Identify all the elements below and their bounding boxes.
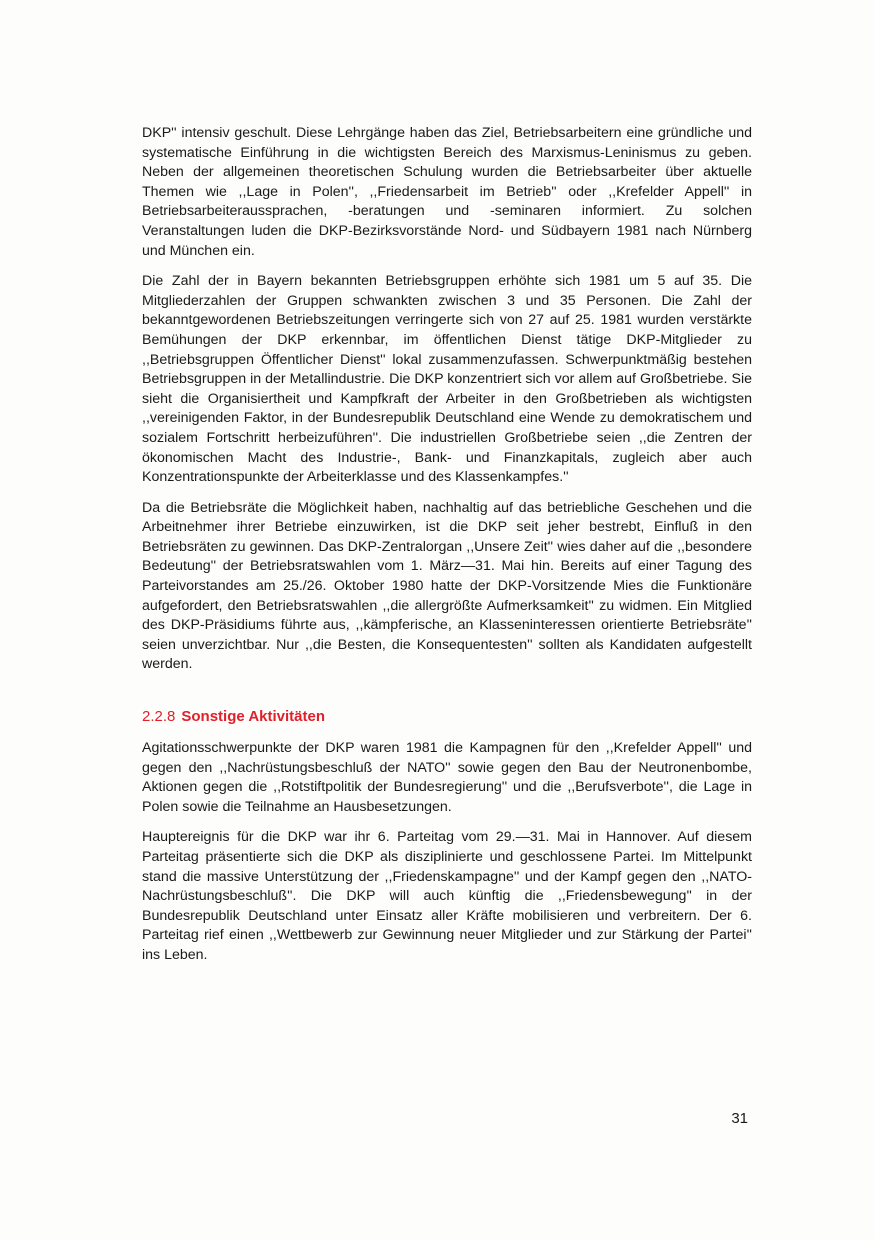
page-number: 31 (731, 1110, 748, 1127)
paragraph-5: Hauptereignis für die DKP war ihr 6. Parteitag vom 29.—31. Mai in Hannover. Auf diesem Parteitag präsentierte sich die DKP als disziplinierte und geschlossene Partei. Im Mittelpunkt stand die massive Unterstützung der ,,Friedenskampagne'' und der Kampf gegen den ,,NATO-Nachrüstungsbeschluß''. Die DKP will auch künftig die ,,Friedensbewegung'' in der Bundesrepublik Deutschland unter Einsatz aller Kräfte mobilisieren und verbreitern. Der 6. Parteitag rief einen ,,Wettbewerb zur Gewinnung neuer Mitglieder und zur Stärkung der Partei'' ins Leben. (142, 829, 752, 963)
paragraph-3: Da die Betriebsräte die Möglichkeit haben, nachhaltig auf das betriebliche Geschehen und die Arbeitnehmer ihrer Betriebe einzuwirken, ist die DKP seit jeher bestrebt, Einfluß in den Betriebsräten zu gewinnen. Das DKP-Zentralorgan ,,Unsere Zeit'' wies daher auf die ,,besondere Bedeutung'' der Betriebsratswahlen vom 1. März—31. Mai hin. Bereits auf einer Tagung des Parteivorstandes am 25./26. Oktober 1980 hatte der DKP-Vorsitzende Mies die Funktionäre aufgefordert, den Betriebsratswahlen ,,die allergrößte Aufmerksamkeit'' zu widmen. Ein Mitglied des DKP-Präsidiums führte aus, ,,kämpferische, an Klasseninteressen orientierte Betriebsräte'' seien unverzichtbar. Nur ,,die Besten, die Konsequentesten'' sollten als Kandidaten aufgestellt werden. (142, 499, 752, 673)
page-body (142, 124, 752, 966)
section-title: Sonstige Aktivitäten (181, 708, 326, 726)
paragraph-1: DKP'' intensiv geschult. Diese Lehrgänge haben das Ziel, Betriebsarbeitern eine gründliche und systematische Einführung in die wichtigsten Bereich des Marxismus-Leninismus zu geben. Neben der allgemeinen theoretischen Schulung wurden die Betriebsarbeiter über aktuelle Themen wie ,,Lage in Polen'', ,,Friedensarbeit im Betrieb'' oder ,,Krefelder Appell'' in Betriebsarbeiteraussprachen, -beratungen und -seminaren informiert. Zu solchen Veranstaltungen luden die DKP-Bezirksvorstände Nord- und Südbayern 1981 nach Nürnberg und München ein. (142, 125, 752, 259)
paragraph-4: Agitationsschwerpunkte der DKP waren 1981 die Kampagnen für den ,,Krefelder Appell'' und gegen den ,,Nachrüstungsbeschluß der NATO'' sowie gegen den Bau der Neutronenbombe, Aktionen gegen die ,,Rotstiftpolitik der Bundesregierung'' und die ,,Berufsverbote'', die Lage in Polen sowie die Teilnahme an Hausbesetzungen. (142, 740, 752, 815)
section-number: 2.2.8 (142, 708, 176, 726)
paragraph-2: Die Zahl der in Bayern bekannten Betriebsgruppen erhöhte sich 1981 um 5 auf 35. Die Mitgliederzahlen der Gruppen schwankten zwischen 3 und 35 Personen. Die Zahl der bekanntgewordenen Betriebszeitungen verringerte sich von 27 auf 25. 1981 wurden verstärkte Bemühungen der DKP erkennbar, im öffentlichen Dienst tätige DKP-Mitglieder zu ,,Betriebsgruppen Öffentlicher Dienst'' lokal zusammenzufassen. Schwerpunktmäßig bestehen Betriebsgruppen in der Metallindustrie. Die DKP konzentriert sich vor allem auf Großbetriebe. Sie sieht die Organisiertheit und Kampfkraft der Arbeiter in den Großbetrieben als wichtigsten ,,vereinigenden Faktor, in der Bundesrepublik Deutschland eine Wende zu demokratischem und sozialem Fortschritt herbeizuführen''. Die industriellen Großbetriebe seien ,,die Zentren der ökonomischen Macht des Industrie-, Bank- und Finanzkapitals, zugleich aber auch Konzentrationspunkte der Arbeiterklasse und des Klassenkampfes.'' (142, 273, 752, 486)
section-heading (142, 707, 752, 727)
